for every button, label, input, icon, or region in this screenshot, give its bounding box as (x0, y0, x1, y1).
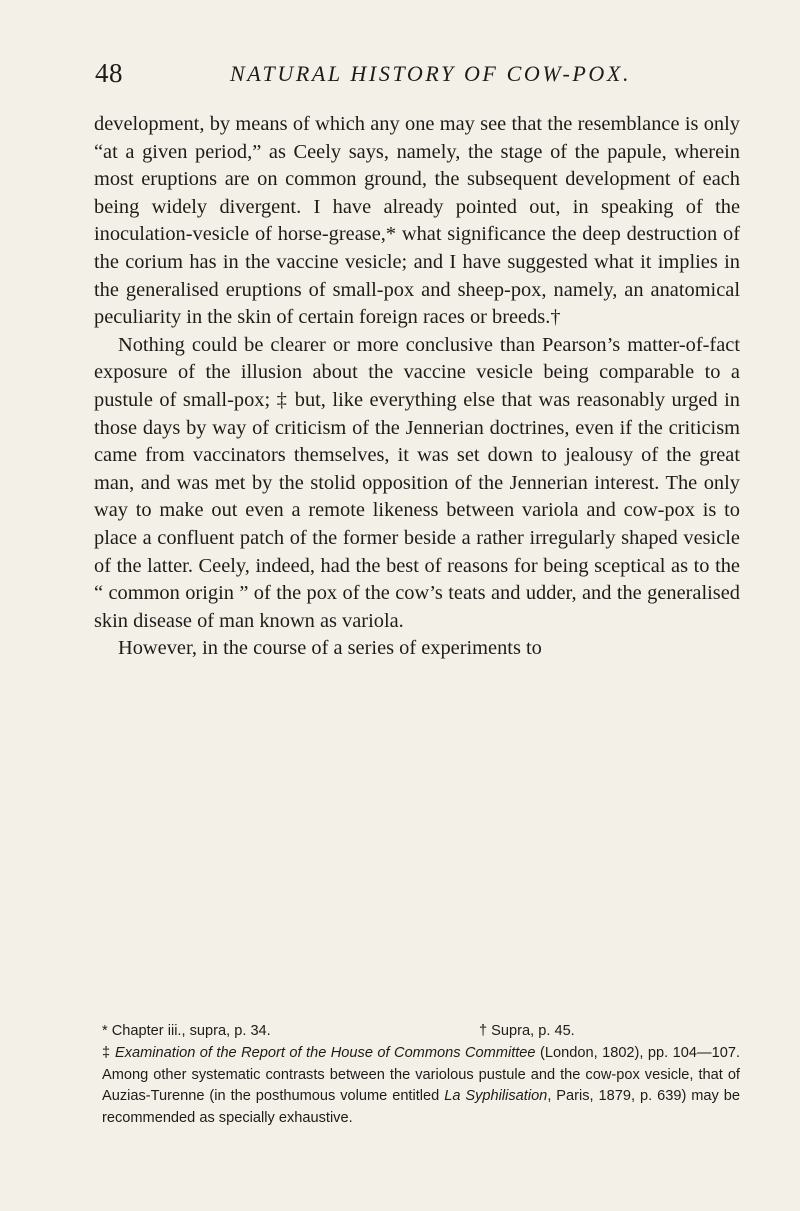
footnote-3-title: Examination of the Report of the House of Commons Committee (115, 1044, 536, 1061)
footnote-3-mark: ‡ (102, 1044, 111, 1061)
body-text (94, 111, 740, 663)
paragraph-1: development, by means of which any one may see that the resemblance is only “at a given period,” as Ceely says, namely, the stage of the papule, wherein most eruptions are on common ground, the subsequent development of each being widely divergent. I have already pointed out, in speaking of the inoculation-vesicle of horse-grease,* what significance the deep destruction of the corium has in the vaccine vesicle; and I have suggested what it implies in the generalised eruptions of small-pox and sheep-pox, namely, an anatomical peculiarity in the skin of certain foreign races or breeds.† (94, 113, 740, 329)
footnote-3-end: , Paris, 1879, p. 639) may be recommended as specially exhaustive. (102, 1088, 740, 1127)
footnote-row (94, 1021, 740, 1043)
footnote-2: † Supra, p. 45. (479, 1023, 575, 1039)
footnote-1: * Chapter iii., supra, p. 34. (102, 1023, 271, 1039)
footnote-3-text: (London, 1802), pp. 104—107. Among other systematic contrasts between the variolous pustule and the cow-pox vesicle, that of Auzias-Turenne (in the posthumous volume entitled (102, 1044, 741, 1105)
paragraph-3: However, in the course of a series of experiments to (118, 637, 542, 660)
footnotes (94, 1021, 740, 1130)
footnote-3-book: La Syphilisation (444, 1088, 548, 1105)
page-header (95, 58, 740, 94)
running-title: NATURAL HISTORY OF COW-POX. (230, 61, 632, 86)
footnote-3 (94, 1043, 740, 1130)
page-number: 48 (95, 58, 123, 88)
paragraph-2: Nothing could be clearer or more conclusive than Pearson’s matter-of-fact exposure of the illusion about the vaccine vesicle being comparable to a pustule of small-pox; ‡ but, like everything else that was reasonably urged in those days by way of criticism of the Jennerian doctrines, even if the criticism came from vaccinators themselves, it was set down to jealousy of the great man, and was met by the stolid opposition of the Jennerian interest. The only way to make out even a remote likeness between variola and cow-pox is to place a confluent patch of the former beside a rather irregularly shaped vesicle of the latter. Ceely, indeed, had the best of reasons for being sceptical as to the “ common origin ” of the pox of the cow’s teats and udder, and the generalised skin disease of man known as variola. (94, 333, 740, 632)
